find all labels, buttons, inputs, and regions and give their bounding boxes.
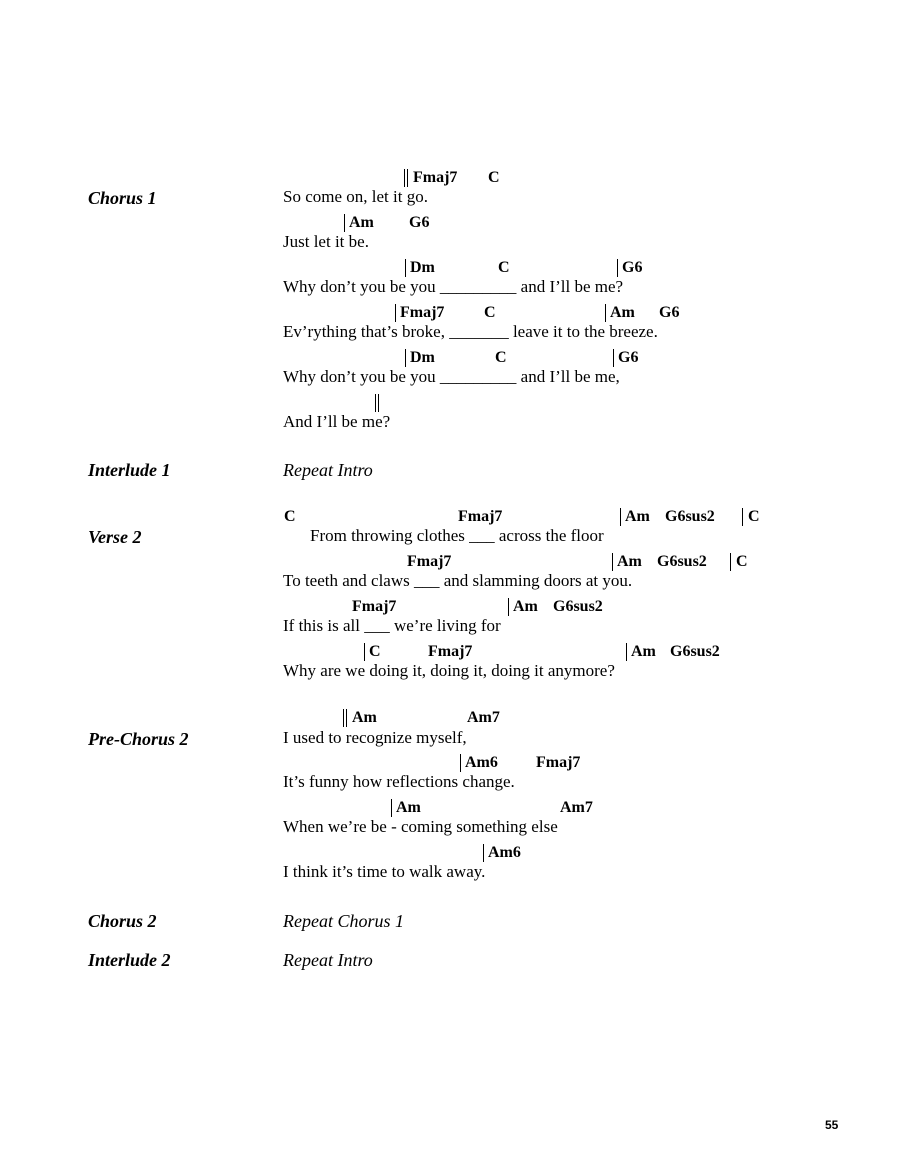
lyric-line: And I’ll be me? <box>283 412 391 431</box>
barline <box>730 553 731 571</box>
barline <box>405 349 406 367</box>
repeat-instruction: Repeat Chorus 1 <box>283 911 404 931</box>
lyric-line: When we’re be - coming something else <box>283 817 558 836</box>
barline <box>460 754 461 772</box>
chord: C <box>284 508 296 525</box>
barline <box>508 598 509 616</box>
double-barline <box>404 169 408 187</box>
chord: G6sus2 <box>665 508 715 525</box>
chord: G6 <box>409 214 430 231</box>
barline <box>742 508 743 526</box>
chord: Am <box>610 304 635 321</box>
chord: C <box>369 643 381 660</box>
chord: Fmaj7 <box>352 598 397 615</box>
chord: Fmaj7 <box>400 304 445 321</box>
chord: Fmaj7 <box>458 508 503 525</box>
chord: Am6 <box>488 844 521 861</box>
chord: Am <box>631 643 656 660</box>
chord: Am6 <box>465 754 498 771</box>
repeat-instruction: Repeat Intro <box>283 950 373 970</box>
barline <box>605 304 606 322</box>
chord: Am <box>513 598 538 615</box>
lyric-line: From throwing clothes ___ across the floor <box>310 526 604 545</box>
lyric-line: To teeth and claws ___ and slamming doors at you. <box>283 571 633 590</box>
chord: G6 <box>659 304 680 321</box>
chord: Dm <box>410 259 435 276</box>
chord: Dm <box>410 349 435 366</box>
section-label-interlude-2: Interlude 2 <box>88 950 171 970</box>
chord: Fmaj7 <box>413 169 458 186</box>
repeat-instruction: Repeat Intro <box>283 460 373 480</box>
page-number: 55 <box>825 1118 839 1132</box>
section-label-chorus-1: Chorus 1 <box>88 188 157 208</box>
chord: G6 <box>622 259 643 276</box>
chord: Fmaj7 <box>536 754 581 771</box>
barline <box>617 259 618 277</box>
chord: Fmaj7 <box>428 643 473 660</box>
barline <box>483 844 484 862</box>
chord: G6sus2 <box>670 643 720 660</box>
chord: Am <box>617 553 642 570</box>
lyric-line: Why don’t you be you _________ and I’ll be me, <box>283 367 620 386</box>
barline <box>613 349 614 367</box>
lyric-line: I used to recognize myself, <box>283 728 467 747</box>
lyric-line: Ev’rything that’s broke, _______ leave it to the breeze. <box>283 322 658 341</box>
lyric-line: Just let it be. <box>283 232 369 251</box>
chord: C <box>736 553 748 570</box>
chord: G6sus2 <box>657 553 707 570</box>
section-label-interlude-1: Interlude 1 <box>88 460 171 480</box>
barline <box>391 799 392 817</box>
section-label-chorus-2: Chorus 2 <box>88 911 157 931</box>
double-barline <box>343 709 347 727</box>
chord: C <box>748 508 760 525</box>
chord: G6 <box>618 349 639 366</box>
lyric-line: Why don’t you be you _________ and I’ll be me? <box>283 277 624 296</box>
chord: Am <box>625 508 650 525</box>
double-barline <box>375 394 379 412</box>
section-label-verse-2: Verse 2 <box>88 527 142 547</box>
section-label-pre-chorus-2: Pre-Chorus 2 <box>88 729 189 749</box>
chord: Am7 <box>467 709 500 726</box>
lyric-line: Why are we doing it, doing it, doing it anymore? <box>283 661 615 680</box>
lyric-line: If this is all ___ we’re living for <box>283 616 501 635</box>
barline <box>395 304 396 322</box>
lyric-line: So come on, let it go. <box>283 187 428 206</box>
lyric-line: It’s funny how reflections change. <box>283 772 515 791</box>
barline <box>405 259 406 277</box>
chord: Fmaj7 <box>407 553 452 570</box>
chord: Am <box>396 799 421 816</box>
chord: C <box>488 169 500 186</box>
chord: C <box>498 259 510 276</box>
barline <box>344 214 345 232</box>
chord: Am <box>352 709 377 726</box>
chord: G6sus2 <box>553 598 603 615</box>
lyric-line: I think it’s time to walk away. <box>283 862 486 881</box>
barline <box>612 553 613 571</box>
chord: Am <box>349 214 374 231</box>
barline <box>364 643 365 661</box>
chord: Am7 <box>560 799 593 816</box>
barline <box>626 643 627 661</box>
chord: C <box>495 349 507 366</box>
chord: C <box>484 304 496 321</box>
barline <box>620 508 621 526</box>
